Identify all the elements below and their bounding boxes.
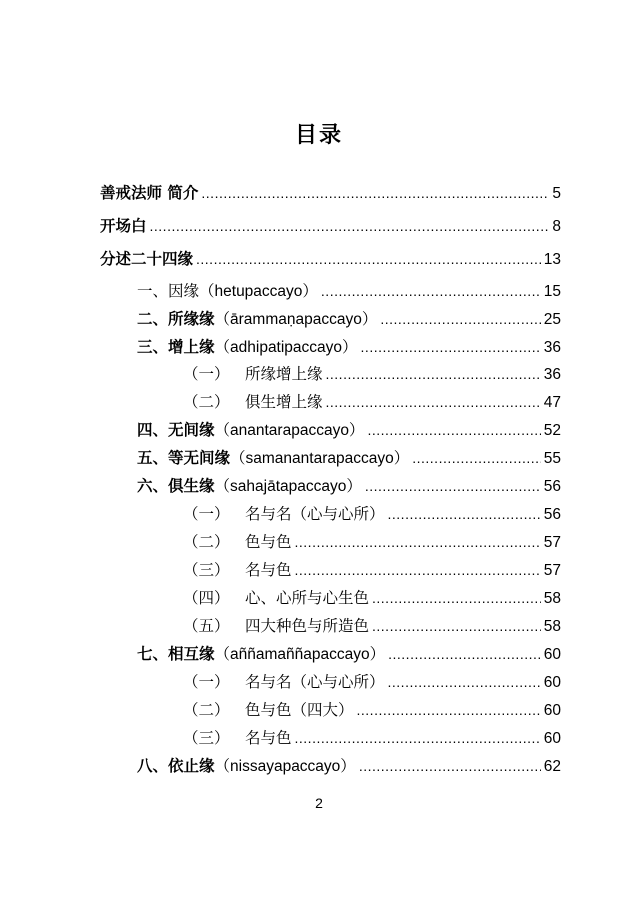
dot-leader <box>359 758 541 774</box>
page-title: 目录 <box>294 123 343 148</box>
toc-page-number: 8 <box>552 218 561 235</box>
toc-page-number: 58 <box>543 590 561 607</box>
toc-entry-pali: （samanantarapaccayo） <box>230 450 410 467</box>
toc-entry[interactable] <box>183 390 561 416</box>
toc-entry-label <box>137 474 362 496</box>
toc-entry-number: （二） <box>183 393 230 411</box>
toc-entry[interactable] <box>137 446 561 472</box>
toc-page-number: 5 <box>552 185 561 202</box>
toc-page-number: 60 <box>543 674 561 691</box>
dot-leader <box>326 394 541 410</box>
toc-page-number: 60 <box>543 702 561 719</box>
toc-page-number: 36 <box>543 339 561 356</box>
toc-entry[interactable] <box>183 614 561 640</box>
toc-entry-title: 四大种色与所造色 <box>245 617 370 635</box>
toc-entry-title: 所缘增上缘 <box>245 365 323 383</box>
toc-entry[interactable] <box>137 335 561 361</box>
toc-entry-label <box>100 181 198 203</box>
toc-entry-label <box>100 214 147 236</box>
toc-page-number: 15 <box>543 283 561 300</box>
toc-entry[interactable] <box>183 362 561 388</box>
toc-entry[interactable] <box>183 670 561 696</box>
toc-entry-title: 色与色（四大） <box>245 701 354 719</box>
dot-leader <box>295 730 541 746</box>
toc-entry-title: 四、无间缘 <box>137 421 215 439</box>
toc-entry-pali: （adhipatipaccayo） <box>214 339 358 356</box>
dot-leader <box>412 450 541 466</box>
toc-entry[interactable] <box>137 754 561 780</box>
toc-entry-title: 分述二十四缘 <box>100 250 194 268</box>
toc-entry-label <box>183 614 369 636</box>
toc-page-number: 36 <box>543 366 561 383</box>
dot-leader <box>365 478 541 494</box>
toc-entry-label <box>183 698 354 720</box>
dot-leader <box>201 185 549 201</box>
dot-leader <box>388 646 541 662</box>
toc-entry-number: （三） <box>183 729 230 747</box>
toc-entry-label <box>137 754 356 776</box>
toc-page-number: 62 <box>543 758 561 775</box>
toc-entry-label <box>183 586 369 608</box>
toc-entry-title: 名与色 <box>245 561 292 579</box>
toc-entry[interactable] <box>183 558 561 584</box>
toc-entry[interactable] <box>183 726 561 752</box>
toc-entry-title: 八、依止缘 <box>137 757 215 775</box>
footer-page-number: 2 <box>315 795 323 811</box>
toc-entry-pali: （ārammaṇapaccayo） <box>214 311 378 328</box>
toc-entry-title: 色与色 <box>245 533 292 551</box>
dot-leader <box>295 534 541 550</box>
toc-entry[interactable] <box>100 181 561 207</box>
toc-entry-title: 三、增上缘 <box>137 338 215 356</box>
toc-entry[interactable] <box>100 214 561 240</box>
toc-entry-title: 善戒法师 简介 <box>100 184 199 202</box>
toc-entry[interactable] <box>183 698 561 724</box>
toc-entry-label <box>137 446 409 468</box>
dot-leader <box>361 339 541 355</box>
toc-page-number: 60 <box>543 730 561 747</box>
dot-leader <box>150 218 550 234</box>
toc-entry-title: 五、等无间缘 <box>137 449 231 467</box>
toc-entry-title: 名与名（心与心所） <box>245 505 385 523</box>
toc-entry-label <box>137 335 358 357</box>
toc-entry[interactable] <box>137 279 561 305</box>
toc-page-number: 25 <box>543 311 561 328</box>
toc-entry-pali: （anantarapaccayo） <box>214 422 365 439</box>
toc-entry-label <box>183 670 385 692</box>
toc-entry-label <box>137 307 377 329</box>
dot-leader <box>372 590 541 606</box>
toc-entry-title: 开场白 <box>100 217 147 235</box>
toc-entry-pali: （nissayapaccayo） <box>214 758 356 775</box>
dot-leader <box>388 506 541 522</box>
toc-entry-title: 一、因缘 <box>137 282 200 300</box>
dot-leader <box>295 562 541 578</box>
toc-entry[interactable] <box>100 247 561 273</box>
toc-entry-label <box>183 362 323 384</box>
dot-leader <box>367 422 540 438</box>
toc-entry-number: （一） <box>183 505 230 523</box>
toc-entry-pali: （sahajātapaccayo） <box>214 478 362 495</box>
toc-entry-label <box>183 390 323 412</box>
dot-leader <box>380 311 540 327</box>
toc-entry-label <box>137 279 318 301</box>
toc-entry-title: 七、相互缘 <box>137 645 215 663</box>
toc-entry[interactable] <box>183 502 561 528</box>
toc-page-number: 58 <box>543 618 561 635</box>
dot-leader <box>388 674 541 690</box>
toc-entry-title: 名与色 <box>245 729 292 747</box>
dot-leader <box>357 702 541 718</box>
toc-entry-number: （二） <box>183 701 230 719</box>
toc-entry-number: （五） <box>183 617 230 635</box>
toc-entry-title: 六、俱生缘 <box>137 477 215 495</box>
toc-entry[interactable] <box>183 586 561 612</box>
toc-page-number: 52 <box>543 422 561 439</box>
dot-leader <box>321 283 541 299</box>
toc-entry-number: （一） <box>183 365 230 383</box>
toc-page-number: 13 <box>543 251 561 268</box>
toc-entry-number: （一） <box>183 673 230 691</box>
toc-entry-label <box>137 418 364 440</box>
toc-entry[interactable] <box>137 418 561 444</box>
toc-entry-title: 俱生增上缘 <box>245 393 323 411</box>
toc-page-number: 55 <box>543 450 561 467</box>
toc-entry-pali: （aññamaññapaccayo） <box>214 646 386 663</box>
toc-entry-label <box>183 726 292 748</box>
dot-leader <box>196 251 541 267</box>
toc-page-number: 56 <box>543 506 561 523</box>
toc-entry-title: 二、所缘缘 <box>137 310 215 328</box>
toc-entry-number: （三） <box>183 561 230 579</box>
toc-page-number: 57 <box>543 562 561 579</box>
toc-entry[interactable] <box>137 642 561 668</box>
toc-entry-title: 心、心所与心生色 <box>245 589 370 607</box>
toc-entry-label <box>100 247 193 269</box>
toc-entry[interactable] <box>183 530 561 556</box>
toc-entry-label <box>183 530 292 552</box>
toc-entry[interactable] <box>137 474 561 500</box>
toc-entry-pali: （hetupaccayo） <box>199 283 318 300</box>
toc-entry-number: （二） <box>183 533 230 551</box>
toc-entry-title: 名与名（心与心所） <box>245 673 385 691</box>
toc-page-number: 60 <box>543 646 561 663</box>
toc-page-number: 47 <box>543 394 561 411</box>
toc-entry[interactable] <box>137 307 561 333</box>
toc-entry-label <box>183 558 292 580</box>
toc-entry-label <box>183 502 385 524</box>
dot-leader <box>372 618 541 634</box>
toc-entry-label <box>137 642 385 664</box>
toc-entry-number: （四） <box>183 589 230 607</box>
toc-page-number: 56 <box>543 478 561 495</box>
dot-leader <box>326 366 541 382</box>
toc-page-number: 57 <box>543 534 561 551</box>
